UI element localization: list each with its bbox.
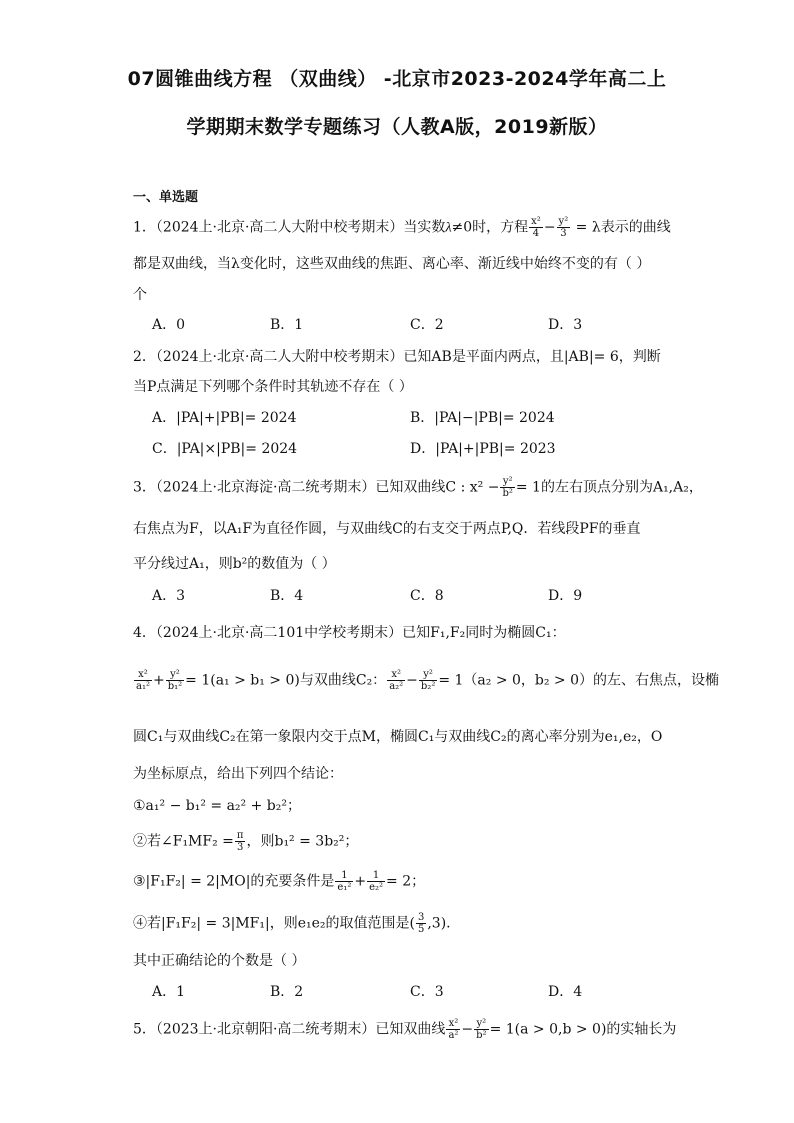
q4-option-b: B．2: [270, 984, 304, 1000]
q4-conclusion-3: ③|F₁F₂| = 2|MO|的充要条件是 $\frac{1}{\text{e₁²}}$ + $\frac{1}{\text{e₂²}}$ = 2；: [133, 870, 426, 893]
q3-option-d: D．9: [548, 588, 583, 604]
q4-line1: 4．（2024上·北京·高二101中学校考期末）已知F₁,F₂同时为椭圆C₁：: [133, 625, 566, 641]
q1-option-d: D．3: [548, 317, 583, 333]
q3-line3: 平分线过A₁，则b²的数值为（ ）: [133, 556, 336, 572]
q4-option-d: D．4: [548, 984, 583, 1000]
doc-title-line1: 07圆锥曲线方程 （双曲线） -北京市2023-2024学年高二上: [127, 68, 667, 90]
q4-conclusion-1: ①a₁² − b₁² = a₂² + b₂²；: [133, 798, 301, 814]
q2-line2: 当P点满足下列哪个条件时其轨迹不存在（ ）: [133, 379, 413, 395]
q4-line2: $\frac{\text{x²}}{\text{a₁²}}$ + $\frac{\text{y²}}{\text{b₁²}}$ = 1(a₁ > b₁ > 0)与双曲线C₂： $\frac{\text{x²}}{\text{a₂²}}$ − $\frac{\text{y²}}{\text{b₂²}}$ = 1（a₂ > 0，b₂ > 0）的左、右焦点，设椭: [136, 669, 720, 692]
q1-line1: 1．（2024上·北京·高二人大附中校考期末）当实数λ≠0时，方程 $\frac{\text{x²}}{4}$ − $\frac{\text{y²}}{3}$ = λ表示的曲线: [133, 216, 671, 239]
section-heading: 一、单选题: [133, 190, 199, 205]
q3-option-a: A．3: [152, 588, 186, 604]
q2-option-a: A．|PA|+|PB|= 2024: [152, 410, 297, 426]
q2-option-b: B．|PA|−|PB|= 2024: [410, 410, 555, 426]
q2-option-d: D．|PA|+|PB|= 2023: [410, 441, 556, 457]
q3-line1: 3．（2024上·北京海淀·高二统考期末）已知双曲线C : x² − $\frac{\text{y²}}{\text{b²}}$ = 1的左右顶点分别为A₁,A₂，: [133, 476, 703, 499]
q4-line5: 其中正确结论的个数是（ ）: [133, 953, 306, 969]
q4-line4: 为坐标原点，给出下列四个结论：: [133, 766, 343, 782]
q4-option-c: C．3: [410, 984, 444, 1000]
q2-option-c: C．|PA|×|PB|= 2024: [152, 441, 298, 457]
doc-title-line2: 学期期末数学专题练习（人教A版，2019新版）: [186, 116, 608, 138]
q1-line2: 都是双曲线，当λ变化时，这些双曲线的焦距、离心率、渐近线中始终不变的有（ ）: [133, 256, 651, 272]
q1-option-a: A．0: [152, 317, 186, 333]
q4-option-a: A．1: [152, 984, 186, 1000]
q1-line3: 个: [133, 287, 147, 303]
q1-option-c: C．2: [410, 317, 444, 333]
q4-conclusion-4: ④若|F₁F₂| = 3|MF₁|，则e₁e₂的取值范围是( $\frac{3}{5}$ ,3).: [133, 912, 451, 935]
q5-line1: 5．（2023上·北京朝阳·高二统考期末）已知双曲线 $\frac{\text{x²}}{\text{a²}}$ − $\frac{\text{y²}}{\text{b²}}$ = 1(a > 0,b > 0)的实轴长为: [133, 1018, 677, 1041]
q1-option-b: B．1: [270, 317, 304, 333]
q2-line1: 2．（2024上·北京·高二人大附中校考期末）已知AB是平面内两点，且|AB|= 6，判断: [133, 349, 661, 365]
q4-line3: 圆C₁与双曲线C₂在第一象限内交于点M，椭圆C₁与双曲线C₂的离心率分别为e₁,e₂，O: [133, 729, 663, 745]
q3-option-b: B．4: [270, 588, 304, 604]
q3-option-c: C．8: [410, 588, 444, 604]
q3-line2: 右焦点为F，以A₁F为直径作圆，与双曲线C的右支交于两点P,Q．若线段PF的垂直: [133, 521, 641, 537]
q4-conclusion-2: ②若∠F₁MF₂ = $\frac{\pi}{3}$ ，则b₁² = 3b₂²；: [133, 830, 359, 853]
